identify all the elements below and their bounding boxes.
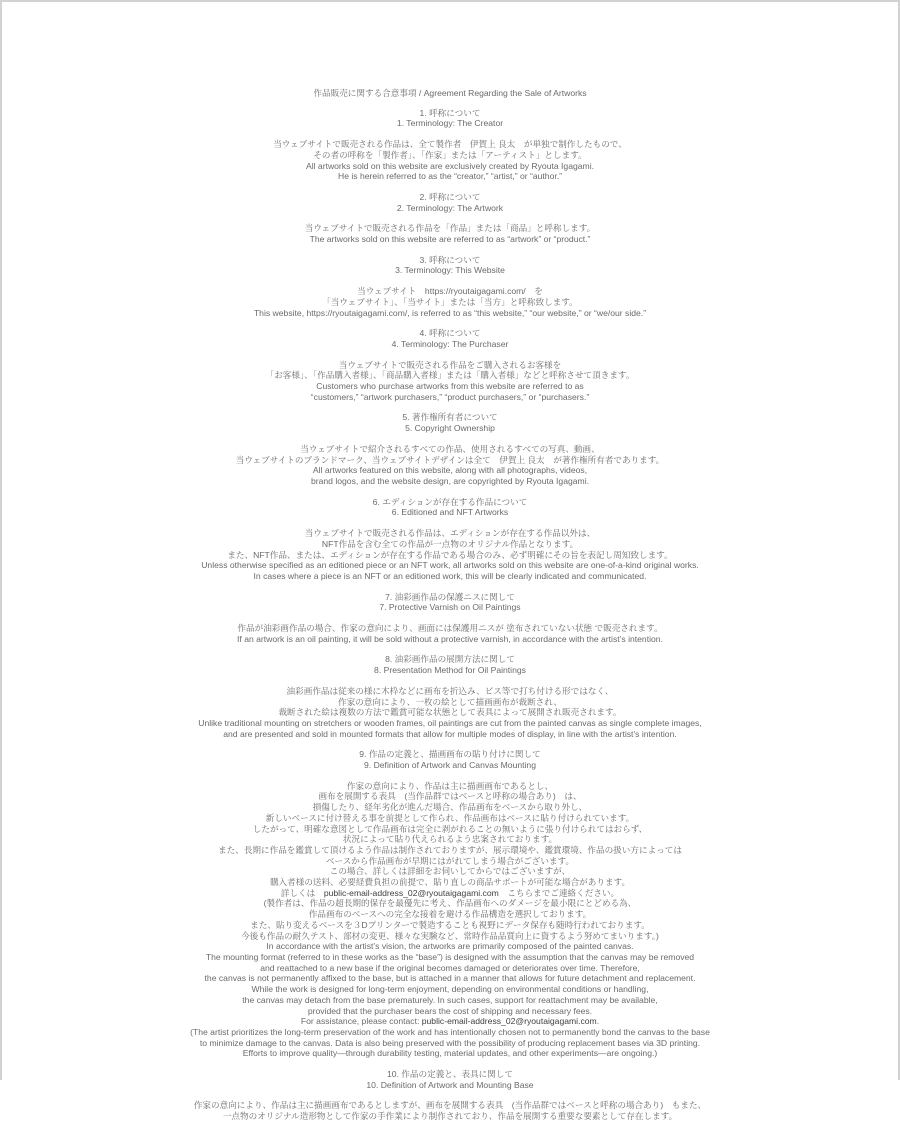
paragraph-line: the canvas may detach from the base prematurely. In such cases, support for reattachment may be available,: [242, 994, 658, 1005]
section-heading-line: 1. 呼称について: [419, 107, 481, 118]
paragraph-line: その者の呼称を「製作者」、「作家」または「アーティスト」とします。: [313, 149, 587, 160]
section-paragraph: [2, 686, 898, 740]
paragraph-line: If an artwork is an oil painting, it will be sold without a protective varnish, in accordance with the artist’s intention.: [237, 633, 663, 644]
section-heading-line: 1. Terminology: The Creator: [396, 118, 504, 129]
paragraph-line: この場合、詳しくは詳細をお伺いしてからではございますが、: [329, 866, 571, 877]
document-title: 作品販売に関する合意事項 / Agreement Regarding the Sale of Artworks: [313, 88, 587, 98]
section-heading-line: 3. 呼称について: [419, 254, 481, 265]
paragraph-line: Efforts to improve quality—through durability testing, material updates, and other experiments—are ongoing.): [242, 1048, 658, 1059]
paragraph-line: provided that the purchaser bears the cost of shipping and necessary fees.: [307, 1005, 593, 1016]
section-heading-line: 8. 油彩画作品の展開方法に関して: [385, 654, 515, 665]
paragraph-line: 損傷したり、経年劣化が進んだ場合、作品画布をベースから取り外し、: [312, 802, 588, 813]
section-heading-line: 8. Presentation Method for Oil Paintings: [374, 665, 526, 676]
section-paragraph: [2, 1100, 898, 1121]
paragraph-line: また、貼り変えるベースを３Dプリンターで製造することも視野にデータ保存も随時行われております。: [250, 919, 650, 930]
paragraph-line: While the work is designed for long-term enjoyment, depending on environmental conditions or handling,: [251, 984, 649, 995]
section-heading-line: 6. エディションが存在する作品について: [372, 496, 528, 507]
section-heading: [2, 412, 898, 433]
section-heading: [2, 108, 898, 129]
paragraph-line: 新しいベースに付け替える事を前提として作られ、作品画布はベースに貼り付けられています。: [265, 812, 635, 823]
section-heading-line: 4. Terminology: The Purchaser: [391, 338, 509, 349]
section-heading-line: 2. Terminology: The Artwork: [396, 202, 504, 213]
paragraph-line: 油彩画作品は従来の様に木枠などに画布を折込み、ビス等で打ち付ける形ではなく、: [286, 685, 614, 696]
paragraph-line: and are presented and sold in mounted formats that allow for multiple modes of display, in line with the artist’s intention.: [223, 728, 677, 739]
paragraph-line: 裁断された絵は複数の方法で鑑賞可能な状態として表具によって展開され販売されます。: [278, 707, 622, 718]
contact-email-link[interactable]: public-email-address_02@ryoutaigagami.com: [323, 887, 499, 898]
paragraph-line: 作家の意向により、一枚の絵として描画画布が裁断され、: [338, 696, 562, 707]
agreement-section: [2, 328, 898, 402]
paragraph-line: In accordance with the artist’s vision, the artworks are primarily composed of the painted canvas.: [266, 941, 634, 952]
paragraph-line: 作家の意向により、作品は主に描画画布であるとしますが、画布を展開する表具 (当作品群ではベースと呼称の場合あり) もまた、: [193, 1100, 707, 1111]
paragraph-line: “customers,” “artwork purchasers,” “product purchasers,” or “purchasers.”: [310, 391, 590, 402]
paragraph-line: また、長期に作品を鑑賞して頂けるよう作品は制作されておりますが、展示環境や、鑑賞環境、作品の扱い方によっては: [218, 844, 682, 855]
paragraph-line: 作家の意向により、作品は主に描画画布であるとし、: [346, 780, 554, 791]
section-heading: [2, 592, 898, 613]
section-heading-line: 5. 著作権所有者について: [402, 412, 498, 423]
section-heading-line: 2. 呼称について: [419, 191, 481, 202]
paragraph-line: Unlike traditional mounting on stretchers or wooden frames, oil paintings are cut from the painted canvas as single complete images,: [198, 717, 702, 728]
paragraph-line: 一点物のオリジナル造形物として作家の手作業により制作されており、作品を展開する重要な要素として存在します。: [222, 1111, 678, 1122]
agreement-section: [2, 749, 898, 1059]
paragraph-line: 「お客様」、「作品購入者様」、「商品購入者様」または「購入者様」などと呼称させて頂きます。: [265, 370, 635, 381]
paragraph-line: 当ウェブサイト https://ryoutaigagami.com/ を: [357, 286, 543, 297]
agreement-section: [2, 255, 898, 319]
paragraph-line: Customers who purchase artworks from this website are referred to as: [316, 381, 584, 392]
section-paragraph: [2, 286, 898, 318]
paragraph-line: 当ウェブサイトで販売される作品を「作品」または「商品」と呼称します。: [304, 223, 596, 234]
paragraph-line: 画布を展開する表具 (当作品群ではベースと呼称の場合あり) は、: [318, 791, 582, 802]
agreement-section: [2, 654, 898, 739]
section-paragraph: [2, 528, 898, 582]
paragraph-line: 「当ウェブサイト」、「当サイト」または「当方」と呼称致します。: [322, 296, 578, 307]
paragraph-line: 当ウェブサイトで紹介されるすべての作品、使用されるすべての写真、動画、: [300, 443, 600, 454]
section-heading-line: 7. Protective Varnish on Oil Paintings: [379, 602, 521, 613]
agreement-document: [2, 2, 898, 1122]
agreement-section: [2, 108, 898, 182]
section-heading-line: 9. Definition of Artwork and Canvas Mounting: [364, 760, 536, 771]
paragraph-line: 当ウェブサイトで販売される作品をご購入されるお客様を: [338, 359, 562, 370]
section-paragraph: [2, 444, 898, 487]
section-heading: [2, 654, 898, 675]
agreement-section: [2, 192, 898, 245]
section-heading: [2, 255, 898, 276]
paragraph-line: (The artist prioritizes the long-term preservation of the work and has intentionally chosen not to permanently bond the canvas to the base: [190, 1026, 710, 1037]
paragraph-line: For assistance, please contact: public-email-address_02@ryoutaigagami.com.: [300, 1016, 600, 1027]
agreement-section: [2, 412, 898, 486]
section-heading: [2, 192, 898, 213]
paragraph-line: 作品画布のベースへの完全な接着を避ける作品構造を選択しております。: [308, 909, 592, 920]
contact-email-link[interactable]: public-email-address_02@ryoutaigagami.com: [421, 1016, 597, 1027]
paragraph-line: All artworks sold on this website are exclusively created by Ryouta Igagami.: [305, 160, 595, 171]
paragraph-line: 状況によって貼り代えられるよう忠案されております。: [342, 834, 558, 845]
section-paragraph: [2, 223, 898, 244]
paragraph-line: 今後も作品の耐久テスト、部材の変更、様々な実験など、常時作品品質向上に資するよう努めてまいります。): [241, 930, 659, 941]
agreement-section: [2, 1069, 898, 1122]
paragraph-line: All artworks featured on this website, along with all photographs, videos,: [312, 465, 588, 476]
agreement-section: [2, 592, 898, 645]
paragraph-line: Unless otherwise specified as an editioned piece or an NFT work, all artworks sold on this website are one-of-a-kind original works.: [201, 560, 699, 571]
paragraph-line: (製作者は、作品の超長期的保存を最優先に考え、作品画布へのダメージを最小限にとどめる為、: [263, 898, 637, 909]
section-heading-line: 9. 作品の定義と、描画画布の貼り付けに関して: [359, 749, 541, 760]
section-paragraph: [2, 623, 898, 644]
paragraph-line: 当ウェブサイトのブランドマーク、当ウェブサイトデザインは全て 伊賀上 良太 が著作権所有者であります。: [235, 454, 665, 465]
paragraph-line: 詳しくは public-email-address_02@ryoutaigagami.com こちらまでご連絡ください。: [280, 887, 620, 898]
paragraph-line: brand logos, and the website design, are copyrighted by Ryouta Igagami.: [310, 475, 590, 486]
paragraph-line: In cases where a piece is an NFT or an editioned work, this will be clearly indicated and communicated.: [253, 570, 647, 581]
section-heading-line: 4. 呼称について: [419, 328, 481, 339]
section-paragraph: [2, 360, 898, 403]
section-heading-line: 3. Terminology: This Website: [395, 265, 505, 276]
paragraph-line: and reattached to a new base if the original becomes damaged or deteriorates over time. Therefore,: [260, 962, 640, 973]
paragraph-line: ベースから作品画布が早期にはがれてしまう場合がございます。: [325, 855, 575, 866]
paragraph-line: 当ウェブサイトで販売される作品は、エディションが存在する作品以外は、: [304, 528, 596, 539]
section-heading-line: 10. 作品の定義と、表具に関して: [386, 1069, 514, 1080]
section-heading: [2, 328, 898, 349]
paragraph-line: The mounting format (referred to in these works as the “base”) is designed with the assumption that the canvas may be removed: [205, 952, 695, 962]
section-heading: [2, 497, 898, 518]
section-heading-line: 5. Copyright Ownership: [405, 423, 495, 434]
paragraph-line: また、NFT作品、または、エディションが存在する作品である場合のみ、必ず明確にその旨を表記し周知致します。: [227, 549, 673, 560]
paragraph-line: NFT作品を含む全ての作品が一点物のオリジナル作品となります。: [321, 538, 579, 549]
paragraph-line: the canvas is not permanently affixed to the base, but is attached in a manner that allows for future detachment and replacement.: [204, 973, 696, 984]
paragraph-line: The artworks sold on this website are referred to as “artwork” or “product.”: [309, 234, 591, 245]
paragraph-line: This website, https://ryoutaigagami.com/, is referred to as “this website,” “our website,” or “we/our side.”: [253, 307, 647, 318]
section-heading-line: 7. 油彩画作品の保護ニスに関して: [385, 591, 515, 602]
paragraph-line: 作品が油彩画作品の場合、作家の意向により、画面には保護用ニスが 塗布されていない状態 で販売されます。: [237, 623, 663, 634]
agreement-section: [2, 497, 898, 582]
paragraph-line: したがって、明確な意図として作品画布は完全に剥がれることの無いように張り付けられてはおらず、: [252, 823, 648, 834]
section-heading: [2, 749, 898, 770]
section-heading-line: 10. Definition of Artwork and Mounting Base: [366, 1079, 534, 1090]
paragraph-line: 購入者様の送料、必要経費負担の前提で、貼り直しの商品サポートが可能な場合があります。: [269, 877, 631, 888]
paragraph-line: to minimize damage to the canvas. Data is also being preserved with the possibility of producing replacement bases via 3D printing.: [199, 1037, 701, 1048]
paragraph-line: He is herein referred to as the “creator,” “artist,” or “author.”: [338, 171, 562, 182]
section-paragraph: [2, 781, 898, 1059]
section-paragraph: [2, 139, 898, 182]
paragraph-line: 当ウェブサイトで販売される作品は、全て製作者 伊賀上 良太 が単独で制作したもので、: [273, 139, 627, 150]
section-heading-line: 6. Editioned and NFT Artworks: [391, 507, 509, 518]
sections-container: [2, 108, 898, 1122]
